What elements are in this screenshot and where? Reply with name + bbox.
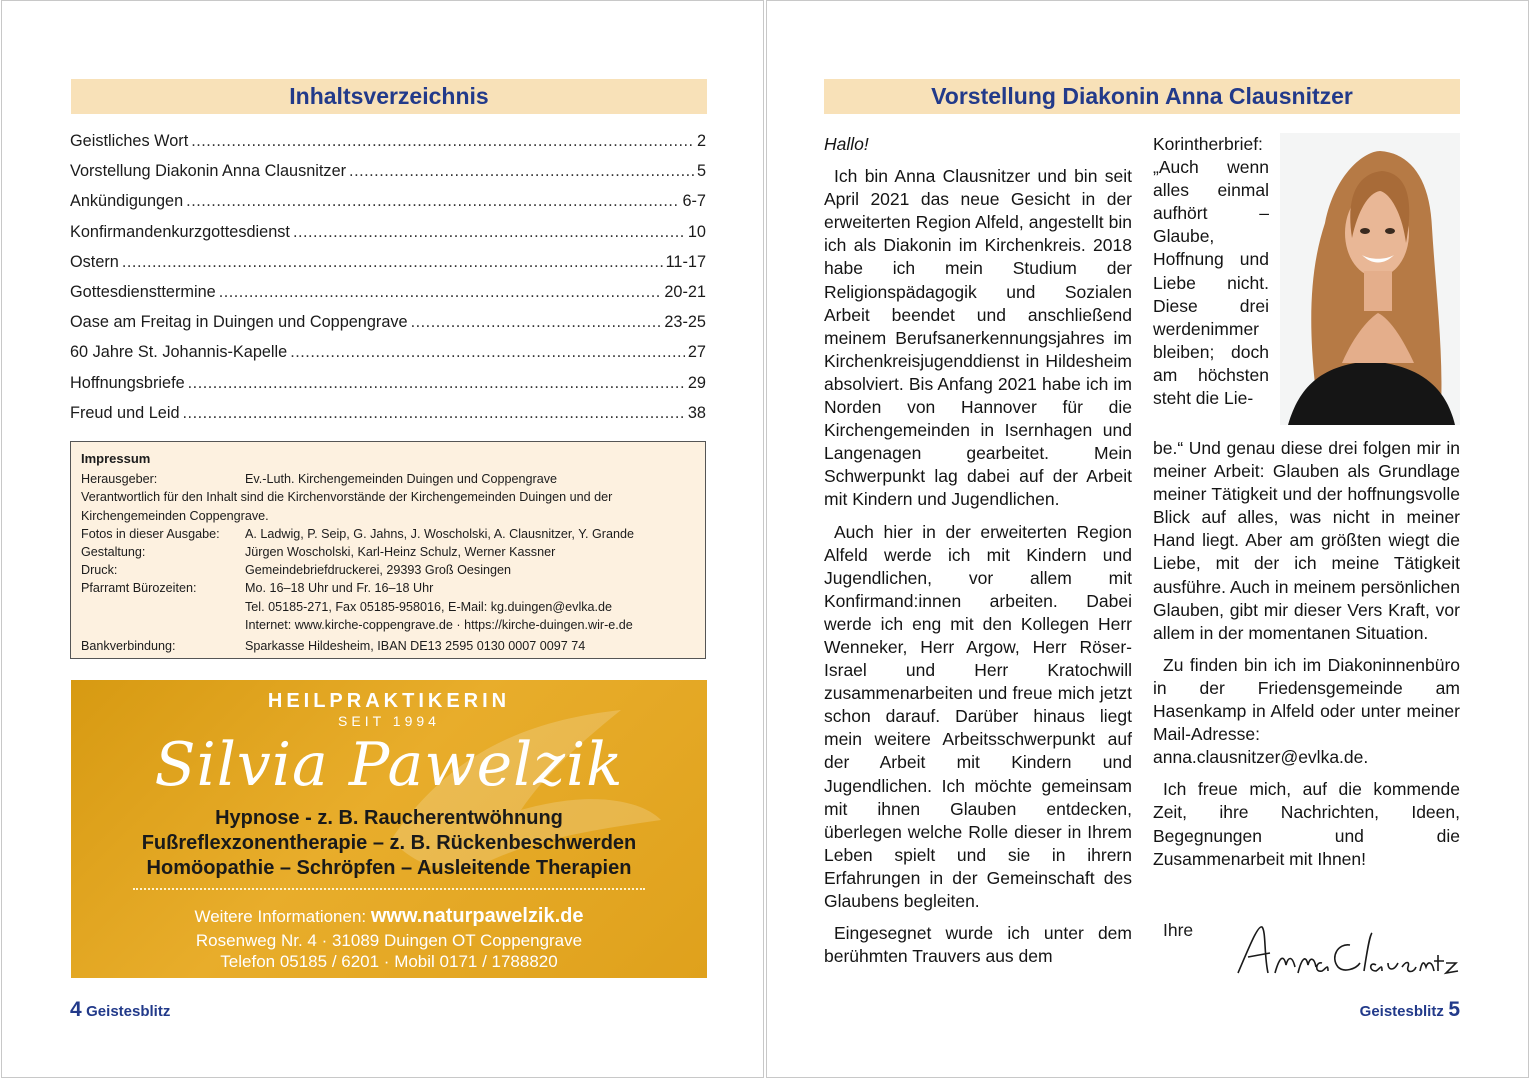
impressum-label: Herausgeber:	[81, 472, 158, 487]
impressum-row	[81, 525, 695, 543]
toc-entry-title: Ostern	[70, 252, 119, 271]
toc-entry-page: 29	[687, 373, 706, 392]
impressum-label: Bankverbindung:	[81, 639, 176, 654]
toc-leader	[349, 156, 694, 186]
article-paragraph: Ich freue mich, auf die kommende Zeit, ihre Nachrichten, Ideen, Begegnungen und die Zusammenarbeit mit Ihnen!	[1153, 779, 1460, 869]
toc-entry-title: Gottesdiensttermine	[70, 282, 216, 301]
toc-entry-title: Hoffnungsbriefe	[70, 373, 185, 392]
contact-websites[interactable]: Internet: www.kirche-coppengrave.de · https://kirche-duingen.wir-e.de	[245, 617, 633, 632]
toc-leader	[191, 126, 694, 156]
impressum-label: Gestaltung:	[81, 545, 146, 560]
office-hours: Mo. 16–18 Uhr und Fr. 16–18 Uhr	[245, 581, 434, 596]
ad-service: Fußreflexzonentherapie – z. B. Rückenbeschwerden	[141, 832, 637, 854]
signature-image	[1230, 915, 1460, 985]
toc-leader	[186, 186, 679, 216]
page-footer-left	[70, 998, 170, 1022]
toc-entry-page: 5	[696, 162, 706, 181]
article-paragraph: Auch hier in der erweiterten Region Alfeld werde ich mit Kindern und Jugendlichen, vor allem mit Konfirmand:innen arbeiten. Dabei werde ich eng mit den Kollegen Herr Wenneker, Herr Argow, Herr Röser-Israel und Herr Kratochwill zusammenarbeiten und freue mich jetzt schon darauf. Darüber hinaus liegt mein weitere Arbeitsschwerpunkt auf der Arbeit mit Kindern und Jugendlichen. Ich möchte gemeinsam mit ihnen Glauben entdecken, überlegen welche Rolle dieser in Ihrem Leben spielt und sie in ihrern Erfahrungen in der Gemeinschaft des Glaubens begleiten.	[824, 521, 1132, 911]
impressum-value: Gemeindebriefdruckerei, 29393 Groß Oesingen	[245, 563, 512, 578]
toc-entry[interactable]	[70, 337, 706, 367]
toc-entry-page: 11-17	[665, 252, 706, 271]
publication-name: Geistesblitz	[1359, 1003, 1444, 1020]
toc-entry-title: Oase am Freitag in Duingen und Coppengrave	[70, 313, 408, 332]
toc-entry-title: Konfirmandenkurzgottesdienst	[70, 222, 290, 241]
ad-phone: Telefon 05185 / 6201 · Mobil 0171 / 1788820	[220, 952, 558, 971]
toc-entry[interactable]	[70, 277, 706, 307]
impressum-value: Jürgen Woscholski, Karl-Heinz Schulz, Werner Kassner	[245, 545, 556, 560]
ad-more-info	[71, 905, 707, 928]
toc-entry-page: 6-7	[682, 192, 706, 211]
impressum-row	[81, 637, 695, 655]
impressum-row	[81, 470, 695, 488]
toc-leader	[183, 398, 685, 428]
article-column-2-bottom	[1153, 437, 1460, 871]
article-paragraph: Eingesegnet wurde ich unter dem berühmten Trauvers aus dem	[824, 923, 1132, 967]
toc-entry[interactable]	[70, 156, 706, 186]
impressum-box	[70, 441, 706, 659]
toc-entry-page: 2	[696, 132, 706, 150]
toc-leader	[219, 277, 662, 307]
toc-entry[interactable]	[70, 126, 706, 156]
article-greeting: Hallo!	[824, 134, 869, 154]
toc-entry[interactable]	[70, 307, 706, 337]
ad-website-link[interactable]: www.naturpawelzik.de	[370, 905, 584, 927]
advertisement[interactable]	[71, 680, 707, 978]
toc-entry[interactable]	[70, 247, 706, 277]
toc-leader	[122, 247, 663, 277]
impressum-value	[245, 579, 695, 634]
impressum-row	[81, 543, 695, 561]
impressum-label: Pfarramt Bürozeiten:	[81, 581, 197, 596]
page-number: 5	[1448, 998, 1460, 1021]
toc-leader	[293, 217, 685, 247]
ad-service: Hypnose - z. B. Raucherentwöhnung	[215, 807, 563, 829]
ad-divider	[133, 888, 645, 890]
ad-address: Rosenweg Nr. 4 · 31089 Duingen OT Coppengrave	[195, 931, 583, 950]
article-column-1	[824, 133, 1132, 968]
toc-leader	[411, 307, 662, 337]
toc-entry-title: Geistliches Wort	[70, 132, 189, 150]
toc-entry-title: Vorstellung Diakonin Anna Clausnitzer	[70, 162, 347, 181]
toc-entry-page: 10	[687, 222, 706, 241]
article-paragraph: be.“ Und genau diese drei folgen mir in meiner Arbeit: Glauben als Grundlage meiner Tätigkeit und der hoffnungsvolle Blick auf alles, was nicht in meiner Hand liegt. Aber am größten wiegt die Liebe, mit der ich meine Tätigkeit ausführe. Auch in meinem persönlichen Glauben, gibt mir dieser Vers Kraft, vor allem in der momentanen Situation.	[1153, 438, 1460, 643]
ad-practitioner-name: Silvia Pawelzik	[154, 730, 624, 800]
toc-entry-page: 27	[687, 343, 706, 362]
toc-entry[interactable]	[70, 368, 706, 398]
impressum-value: A. Ladwig, P. Seip, G. Jahns, J. Woscholski, A. Clausnitzer, Y. Grande	[245, 526, 634, 541]
toc-entry[interactable]	[70, 186, 706, 216]
toc-leader	[290, 337, 685, 367]
impressum-value: Sparkasse Hildesheim, IBAN DE13 2595 0130 0007 0097 74	[245, 639, 586, 654]
closing-word: Ihre	[1163, 920, 1194, 940]
table-of-contents	[70, 126, 706, 428]
impressum-label: Fotos in dieser Ausgabe:	[81, 526, 220, 541]
ad-profession: HEILPRAKTIKERIN	[267, 690, 511, 712]
ad-since: SEIT 1994	[338, 713, 440, 729]
toc-leader	[188, 368, 685, 398]
portrait-photo	[1280, 133, 1460, 425]
page-footer-right	[1360, 998, 1460, 1022]
publication-name: Geistesblitz	[86, 1003, 171, 1020]
toc-entry-page: 20-21	[664, 282, 706, 301]
contact-phone-email[interactable]: Tel. 05185-271, Fax 05185-958016, E-Mail: kg.duingen@evlka.de	[245, 599, 613, 614]
article-paragraph: Korintherbrief: „Auch wenn alles einmal aufhört – Glaube, Hoffnung und Liebe nicht. Diese drei werdenimmer bleiben; doch am höchsten steht die Lie-	[1153, 134, 1269, 409]
toc-heading: Inhaltsverzeichnis	[71, 79, 707, 114]
page-number: 4	[70, 998, 82, 1021]
toc-entry-title: Freud und Leid	[70, 403, 180, 422]
impressum-value: Ev.-Luth. Kirchengemeinden Duingen und Coppengrave	[245, 472, 558, 487]
ad-service: Homöopathie – Schröpfen – Ausleitende Therapien	[146, 857, 632, 879]
toc-entry[interactable]	[70, 217, 706, 247]
toc-entry-title: Ankündigungen	[70, 192, 184, 211]
article-paragraph: Ich bin Anna Clausnitzer und bin seit April 2021 das neue Gesicht in der erweiterten Region Alfeld, angestellt bin ich als Diakonin im Kirchenkreis. 2018 habe ich mein Studium der Religionspädagogik und Sozialen Arbeit beendet und anschließend meinem Berufsanerkennungsjahres im Kirchenkreisjugenddienst in Hildesheim absolviert. Bis Anfang 2021 habe ich im Norden von Hannover für die Kirchengemeinden in Isernhagen und Langenagen gearbeitet. Mein Schwerpunkt lag dabei auf der Arbeit mit Kindern und Jugendlichen.	[824, 166, 1132, 510]
impressum-row	[81, 561, 695, 579]
impressum-responsibility: Verantwortlich für den Inhalt sind die Kirchenvorstände der Kirchengemeinden Duingen und der Kirchengemeinden Coppengrave.	[81, 490, 613, 523]
portrait-image	[1280, 133, 1460, 425]
ad-info-label: Weitere Informationen:	[194, 907, 371, 926]
article-paragraph: Zu finden bin ich im Diakoninnenbüro in der Friedensgemeinde am Hasenkamp in Alfeld oder unter meiner Mail-Adresse: anna.clausnitzer@evlka.de.	[1153, 654, 1460, 768]
impressum-title: Impressum	[81, 451, 151, 466]
article-heading: Vorstellung Diakonin Anna Clausnitzer	[824, 79, 1460, 114]
toc-entry-title: 60 Jahre St. Johannis-Kapelle	[70, 343, 288, 362]
toc-entry-page: 23-25	[664, 313, 706, 332]
impressum-label: Druck:	[81, 563, 118, 578]
article-column-2-top	[1153, 133, 1269, 410]
toc-entry[interactable]	[70, 398, 706, 428]
impressum-row	[81, 579, 695, 634]
toc-entry-page: 38	[687, 403, 706, 422]
